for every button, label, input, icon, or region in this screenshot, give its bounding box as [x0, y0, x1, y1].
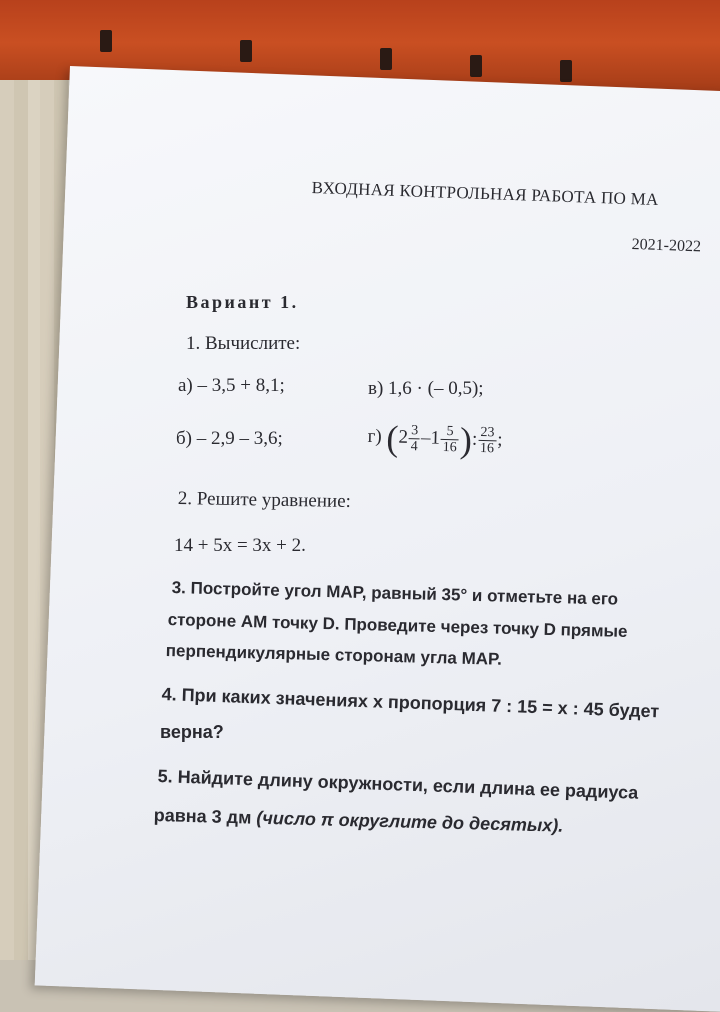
mixed-whole-1: 2 [398, 426, 409, 448]
task1-g-label: г) [367, 425, 383, 448]
task1-a: а) – 3,5 + 8,1; [178, 375, 285, 396]
minus-one: –1 [420, 427, 441, 449]
variant-heading: Вариант 1. [186, 292, 299, 312]
task2-heading: 2. Решите уравнение: [177, 488, 352, 513]
fraction-1-den: 4 [410, 439, 418, 455]
task5-line2-note: (число π округлите до десятых). [256, 807, 564, 836]
semicolon: ; [496, 429, 503, 451]
fraction-1-num: 3 [409, 423, 420, 439]
task1-g [367, 417, 503, 461]
division-colon: : [471, 428, 478, 450]
open-paren: ( [385, 417, 399, 459]
task4-line1: 4. При каких значениях x пропорция 7 : 15 = x : 45 будет [161, 684, 660, 722]
task5-line2 [153, 805, 563, 837]
fraction-2-num: 5 [441, 424, 459, 440]
task1-heading: 1. Вычислите: [186, 333, 301, 354]
fraction-1 [409, 423, 421, 454]
task2-equation: 14 + 5x = 3x + 2. [174, 535, 306, 556]
school-year: 2021-2022 [631, 236, 702, 256]
doc-title: ВХОДНАЯ КОНТРОЛЬНАЯ РАБОТА ПО МА [311, 178, 660, 210]
close-paren: ) [459, 419, 473, 461]
task3-line1: 3. Постройте угол MAP, равный 35° и отметьте на его [171, 578, 619, 609]
fraction-2-den: 16 [442, 439, 457, 456]
task5-line2-main: равна 3 дм [153, 805, 257, 828]
fraction-3 [478, 425, 497, 456]
task4-line2: верна? [160, 722, 224, 742]
fraction-2 [441, 424, 460, 455]
task5-line1: 5. Найдите длину окружности, если длина ее радиуса [157, 766, 639, 803]
fraction-3-num: 23 [478, 425, 496, 441]
task1-b: б) – 2,9 – 3,6; [176, 428, 283, 449]
task3-line2: стороне AM точку D. Проведите через точку D прямые [167, 610, 628, 642]
task3-line3: перпендикулярные сторонам угла MAP. [165, 641, 503, 669]
fraction-3-den: 16 [479, 440, 495, 457]
task1-v: в) 1,6 · (– 0,5); [368, 378, 484, 399]
